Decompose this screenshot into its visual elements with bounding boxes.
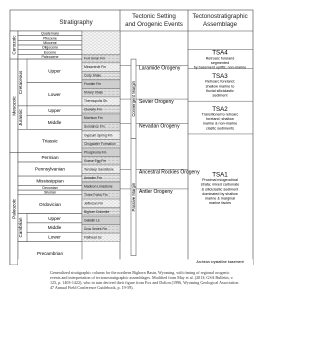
period-label: Devonian xyxy=(42,186,58,191)
margin-label: Convergent Margin xyxy=(131,81,136,117)
assemblage-name: TSA2 xyxy=(212,105,228,113)
era-label: Cenozoic xyxy=(11,35,17,55)
assemblage-desc-line: marine & marginal xyxy=(205,196,235,201)
cenozoic-fill xyxy=(82,31,120,54)
formation-label: Bighorn Dolomite xyxy=(84,209,110,214)
subperiod-label: Upper xyxy=(48,108,61,114)
formation-label: Flathead Ss xyxy=(84,235,102,240)
era-label: Mesozoic xyxy=(11,96,17,116)
header-tectono-1: Tectonostratigraphic xyxy=(192,13,248,20)
period-label: Silurian xyxy=(44,190,56,195)
assemblage-desc-line: Retroarc foreland xyxy=(205,56,235,61)
formation-label: Cloverly Fm xyxy=(84,107,102,112)
period-label: Cretaceous xyxy=(18,70,23,95)
period-label: Oligocene xyxy=(41,45,59,50)
assemblage-desc-line: fluvial siliciclastic xyxy=(206,88,234,93)
formation-label: Gros Ventre Fm xyxy=(84,226,108,231)
assemblage-desc-line: sediment xyxy=(212,93,228,98)
period-label: Miocene xyxy=(43,40,57,45)
assemblage-name: TSA4 xyxy=(212,49,228,57)
orogeny-label: Nevadan Orogeny xyxy=(139,123,180,130)
subperiod-label: Middle xyxy=(47,225,62,231)
formation-label: Cody Shale xyxy=(84,73,102,78)
assemblage-desc-line: by basement uplifts; non-marine xyxy=(193,65,247,70)
formation-label: Gallatin Ls xyxy=(84,218,100,223)
assemblage-desc-line: foreland; shallow xyxy=(206,117,234,122)
assemblage-desc-line: marine facies xyxy=(209,201,231,206)
period-label: Quaternary xyxy=(41,31,59,36)
period-label: Ordovician xyxy=(39,201,61,207)
subperiod-label: Lower xyxy=(48,234,61,240)
margin-label: Passive Margin xyxy=(131,182,136,212)
assemblage-desc-line: shallow marine to xyxy=(205,84,235,89)
assemblage-desc-line: clastic sediments xyxy=(205,126,235,131)
basement-label: Archean crystalline basement xyxy=(196,260,244,265)
orogeny-label: Ancestral Rockies Orogeny xyxy=(139,169,200,176)
period-label: Eocene xyxy=(43,50,57,55)
period-label: Permian xyxy=(41,154,59,160)
formation-label: Jefferson Fm xyxy=(84,201,104,206)
header-tectono-2: Assemblage xyxy=(202,21,238,28)
period-label: Precambrian xyxy=(36,250,64,256)
period-label: Mississippian xyxy=(36,178,64,184)
assemblage-desc-line: dominated by shallow xyxy=(202,191,238,196)
assemblage-desc-line: strata; mixed carbonate xyxy=(200,182,240,187)
assemblage-desc-line: & siliciclastic sediment xyxy=(201,187,239,192)
period-label: Cambrian xyxy=(18,217,23,238)
period-label: Triassic xyxy=(42,138,58,144)
formation-label: Tensleep Sandstone xyxy=(84,167,114,172)
formation-label: Phosphoria Fm xyxy=(84,150,107,155)
formation-label: Gypsum Spring Fm xyxy=(84,133,113,138)
formation-label: Fort Union Fm xyxy=(84,56,106,61)
header-tectonic-1: Tectonic Setting xyxy=(132,13,176,20)
header-tectonic-2: and Orogenic Events xyxy=(125,21,183,28)
formation-label: Madison Limestone xyxy=(84,184,113,189)
subperiod-label: Upper xyxy=(48,68,61,74)
subperiod-label: Lower xyxy=(48,91,61,97)
assemblage-desc-line: Proximal miogeoclinal xyxy=(202,178,238,183)
formation-label: Amsden Fm xyxy=(84,175,102,180)
period-label: Pliocene xyxy=(43,36,57,41)
orogeny-label: Sevier Orogeny xyxy=(139,99,174,106)
formation-label: Sundance Fm xyxy=(84,124,105,129)
formation-label: Three Forks Fm xyxy=(84,192,108,197)
assemblage-desc-line: segmented xyxy=(210,60,230,65)
orogeny-label: Laramide Orogeny xyxy=(139,65,181,72)
assemblage-desc-line: Transitional to retroarc xyxy=(201,112,239,117)
formation-label: Thermopolis Sh. xyxy=(84,99,109,104)
formation-label: Chugwater Formation xyxy=(84,141,116,146)
assemblage-name: TSA3 xyxy=(212,73,228,81)
formation-label: Mowry Shale xyxy=(84,90,104,95)
figure-caption: Generalized stratigraphic column for the northern Bighorn Basin, Wyoming, with timing of regional orogenic events and interpretation of tectonostratigraphic assemblages. Modified from May et al. (2013; GSA Bulletin, v. 125, p. 1403-1422), who in turn derived their figure from Fox and Dolton (1996, Wyoming Geological Association 47 Annual Field Conference Guidebook, p. 19-59). xyxy=(50,270,239,291)
era-label: Paleozoic xyxy=(11,198,17,219)
subperiod-label: Middle xyxy=(47,119,62,125)
formation-label: Morrison Fm xyxy=(84,116,103,121)
period-label: Pennsylvanian xyxy=(35,166,65,172)
subperiod-label: Upper xyxy=(48,215,61,221)
assemblage-name: TSA1 xyxy=(212,171,228,179)
header-stratigraphy: Stratigraphy xyxy=(59,19,93,26)
formation-label: Goose Egg Fm xyxy=(84,158,107,163)
formation-label: Mesaverde Fm xyxy=(84,65,106,70)
period-label: Jurassic xyxy=(18,109,23,127)
assemblage-desc-line: marine & non-marine xyxy=(202,121,238,126)
formation-label: Frontier Fm xyxy=(84,82,102,87)
orogeny-label: Antler Orogeny xyxy=(139,188,173,195)
period-label: Paleocene xyxy=(41,55,59,59)
assemblage-desc-line: Retroarc foreland; xyxy=(205,79,235,84)
